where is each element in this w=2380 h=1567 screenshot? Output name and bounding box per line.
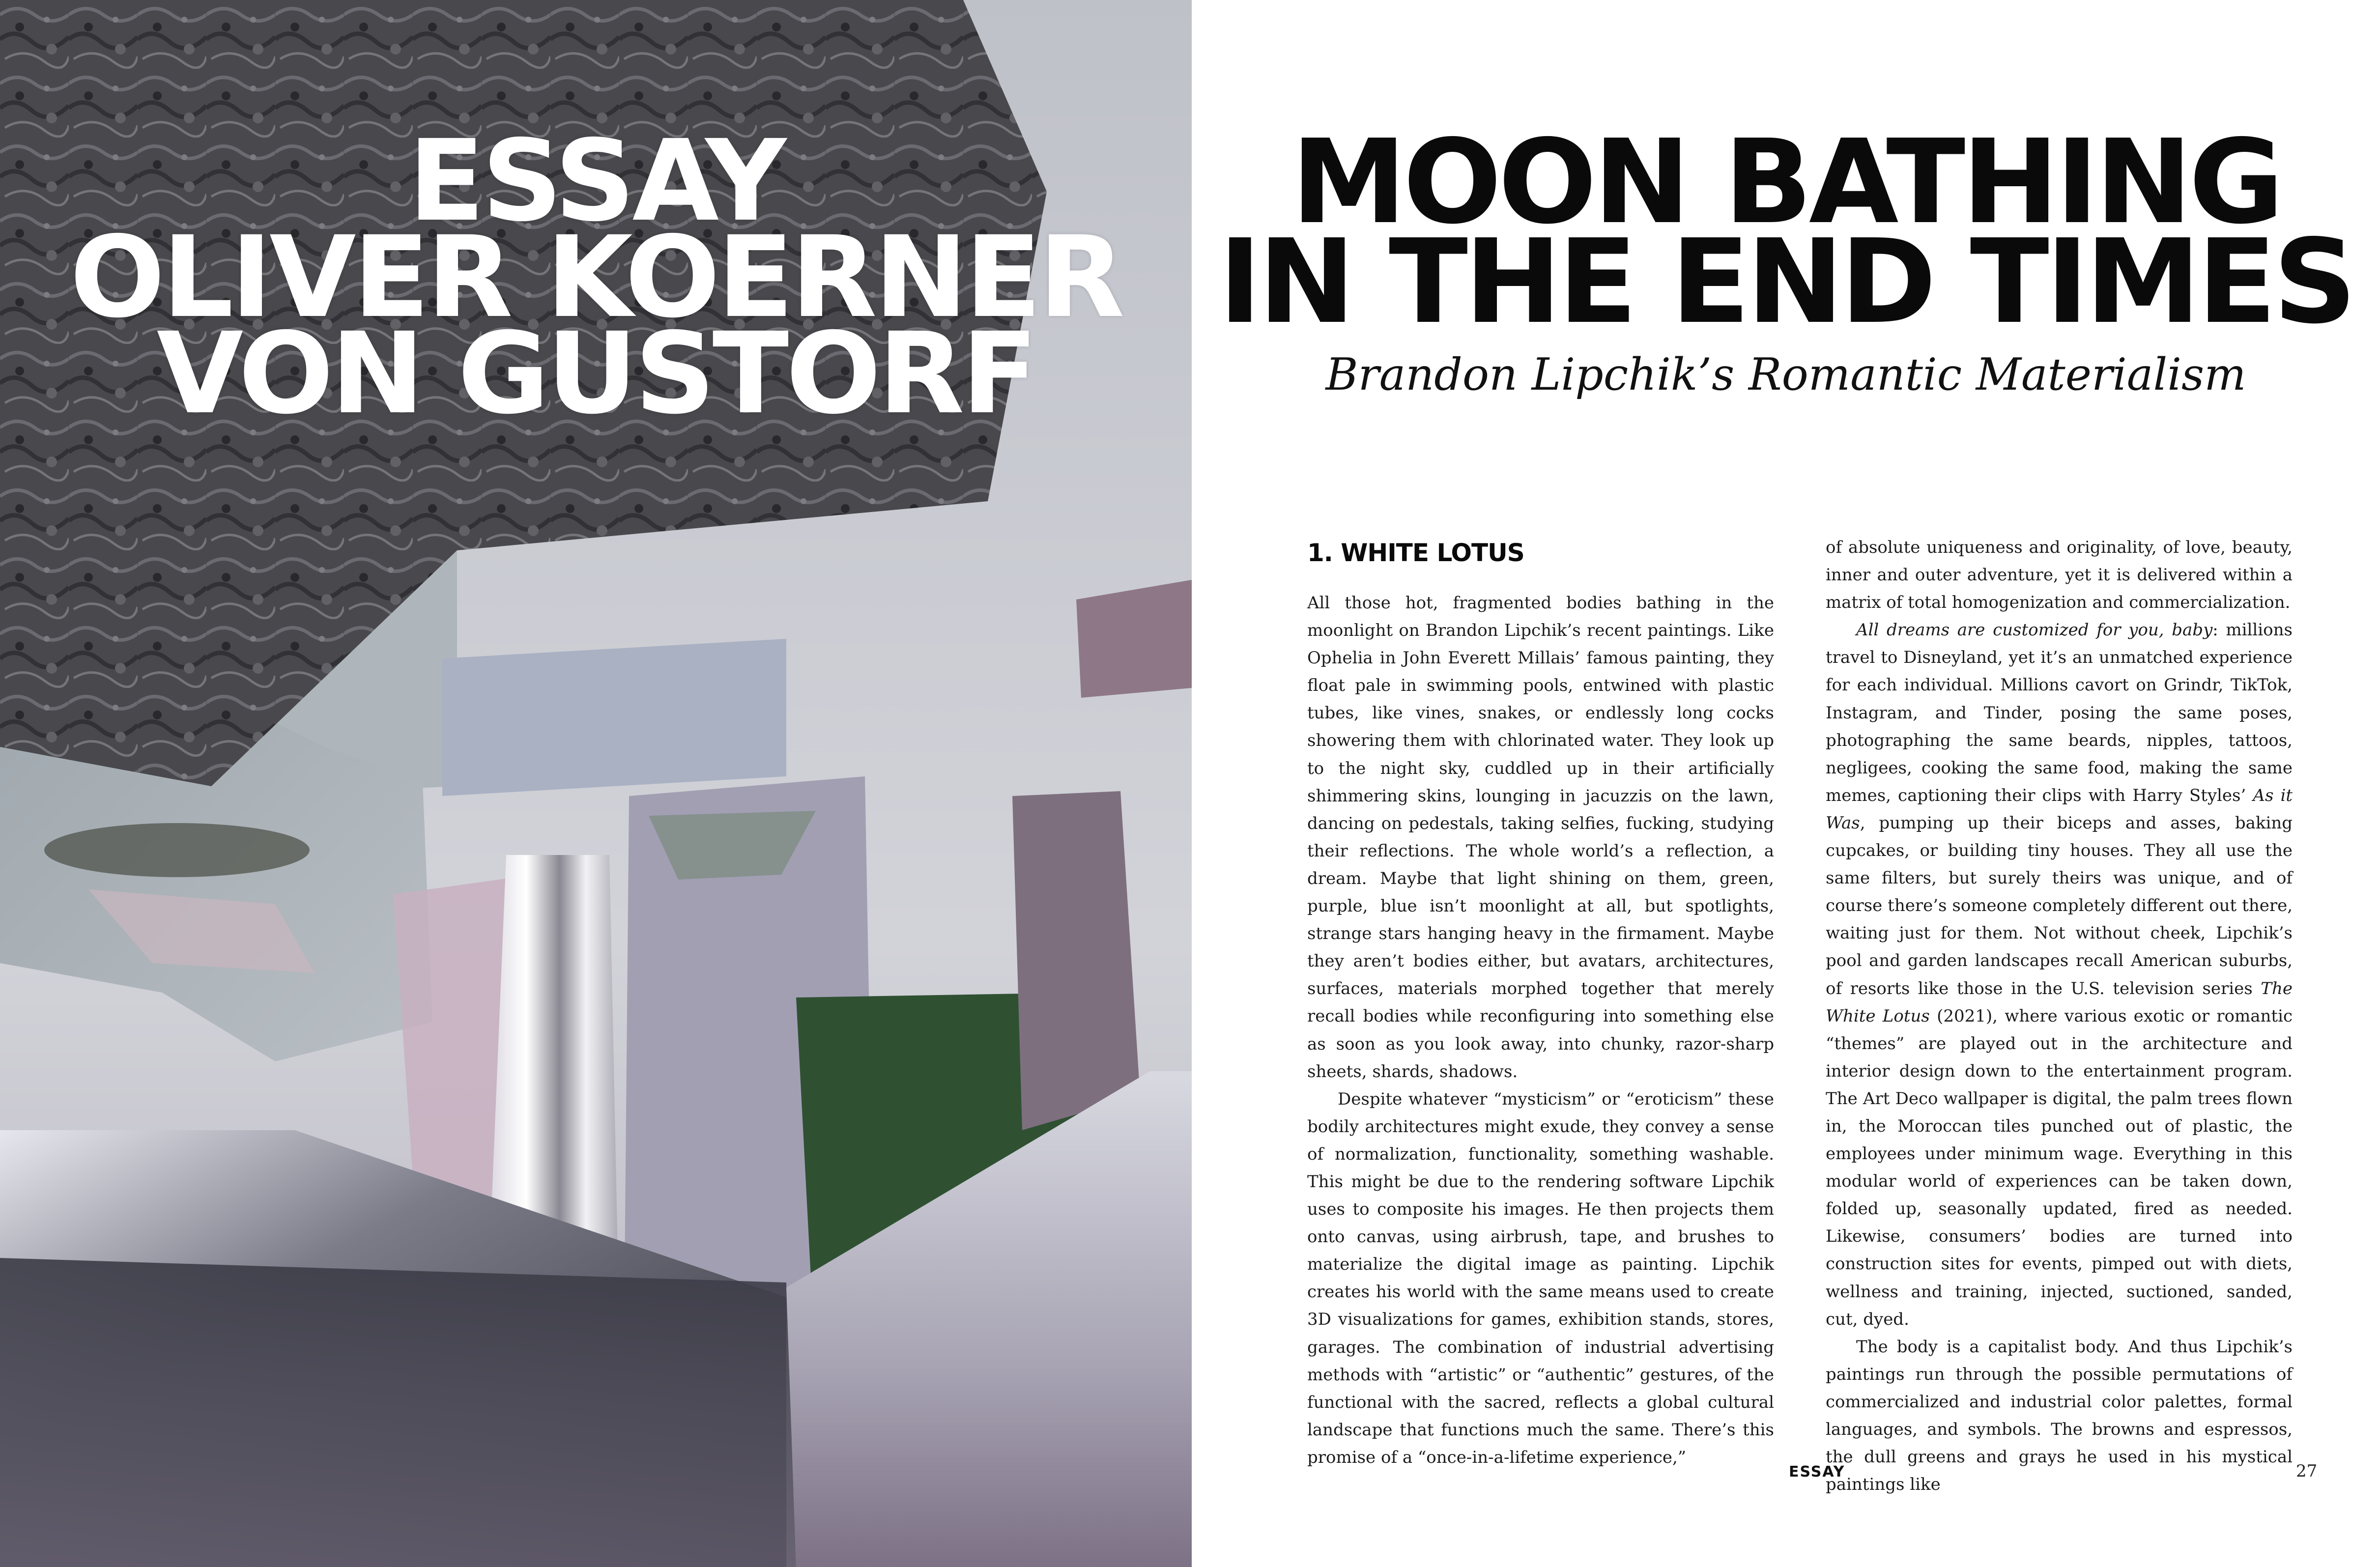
title-line-author-first: OLIVER KOERNER — [70, 212, 1122, 343]
headline-line-1: MOON BATHING — [1291, 114, 2281, 250]
essay-author-title — [0, 115, 1192, 439]
headline-line-2: IN THE END TIMES — [1218, 214, 2353, 349]
page-number: 27 — [2296, 1461, 2318, 1481]
text-column-left — [1307, 538, 1774, 1471]
body-paragraph: of absolute uniqueness and originality, of love, beauty, inner and outer adventure, yet it is delivered within a matrix of total homogenization and commercialization. — [1826, 538, 2293, 613]
title-line-essay: ESSAY — [408, 115, 784, 246]
paragraph-text: , pumping up their biceps and asses, baking cupcakes, or building tiny houses. They all use the same filters, but surely theirs was unique, and of course there’s someone completely different out there, waiting just for them. Not without cheek, Lipchik’s pool and garden landscapes recall American suburbs, of resorts like those in the U.S. television series — [1826, 813, 2293, 998]
show-title: The White Lotus — [1826, 978, 2293, 1026]
section-heading: 1. WHITE LOTUS — [1307, 539, 1524, 567]
article-headline — [1192, 114, 2380, 349]
article-subtitle: Brandon Lipchik’s Romantic Materialism — [1325, 349, 2246, 400]
paragraph-text: : millions travel to Disneyland, yet it’s an unmatched experience for each individual. Millions cavort on Grindr, TikTok, Instagram, and Tinder, posing the same poses, photographing the same beards, nipples, tattoos, negligees, cooking the same food, making the same memes, captioning their clips with Harry Styles’ — [1826, 620, 2293, 805]
footer-section-label: ESSAY — [1789, 1463, 1845, 1481]
body-paragraph: Despite whatever “mysticism” or “eroticism” these bodily architectures might exude, they convey a sense of normalization, functionality, something washable. This might be due to the rendering software Lipchik uses to composite his images. He then projects them onto canvas, using airbrush, tape, and brushes to materialize the digital image as painting. Lipchik creates his world with the same means used to create 3D visualizations for games, exhibition stands, stores, garages. The combination of industrial advertising methods with “artistic” or “authentic” gestures, of the functional with the sacred, reflects a global cultural landscape that functions much the same. There’s this promise of a “once-in-a-lifetime experience,” — [1307, 1089, 1774, 1467]
paragraph-text: (2021), where various exotic or romantic “themes” are played out in the architecture and interior design down to the entertainment program. The Art Deco wallpaper is digital, the palm trees flown in, the Moroccan tiles punched out of plastic, the employees under minimum wage. Everything in this modular world of experiences can be taken down, folded up, seasonally updated, fired as needed. Likewise, consumers’ bodies are turned into construction sites for events, pimped out with diets, wellness and training, injected, suctioned, sanded, cut, dyed. — [1826, 1006, 2293, 1329]
title-line-author-last: VON GUSTORF — [156, 308, 1035, 439]
body-paragraph: The body is a capitalist body. And thus Lipchik’s paintings run through the possible permutations of commercialized and industrial color palettes, formal languages, and symbols. The browns and espressos, the dull greens and grays he used in his mystical paintings like — [1826, 1337, 2293, 1495]
right-page-text — [1192, 0, 2380, 1567]
italic-phrase: All dreams are customized for you, baby — [1856, 620, 2213, 640]
song-title: As it Was — [1826, 785, 2293, 833]
body-paragraph: All those hot, fragmented bodies bathing in the moonlight on Brandon Lipchik’s recent paintings. Like Ophelia in John Everett Millais’ famous painting, they float pale in swimming pools, entwined with plastic tubes, like vines, snakes, or endlessly long cocks showering them with chlorinated water. They look up to the night sky, cuddled up in their artificially shimmering skins, lounging in jacuzzis on the lawn, dancing on pedestals, taking selfies, fucking, studying their reflections. The whole world’s a reflection, a dream. Maybe that light shining on them, green, purple, blue isn’t moonlight at all, but spotlights, strange stars hanging heavy in the firmament. Maybe they aren’t bodies either, but avatars, architectures, surfaces, materials morphed together that merely recall bodies while reconfiguring into something else as soon as you look away, into chunky, razor-sharp sheets, shards, shadows. — [1307, 593, 1774, 1082]
text-column-right — [1826, 534, 2293, 1498]
body-paragraph — [1826, 616, 2293, 1333]
